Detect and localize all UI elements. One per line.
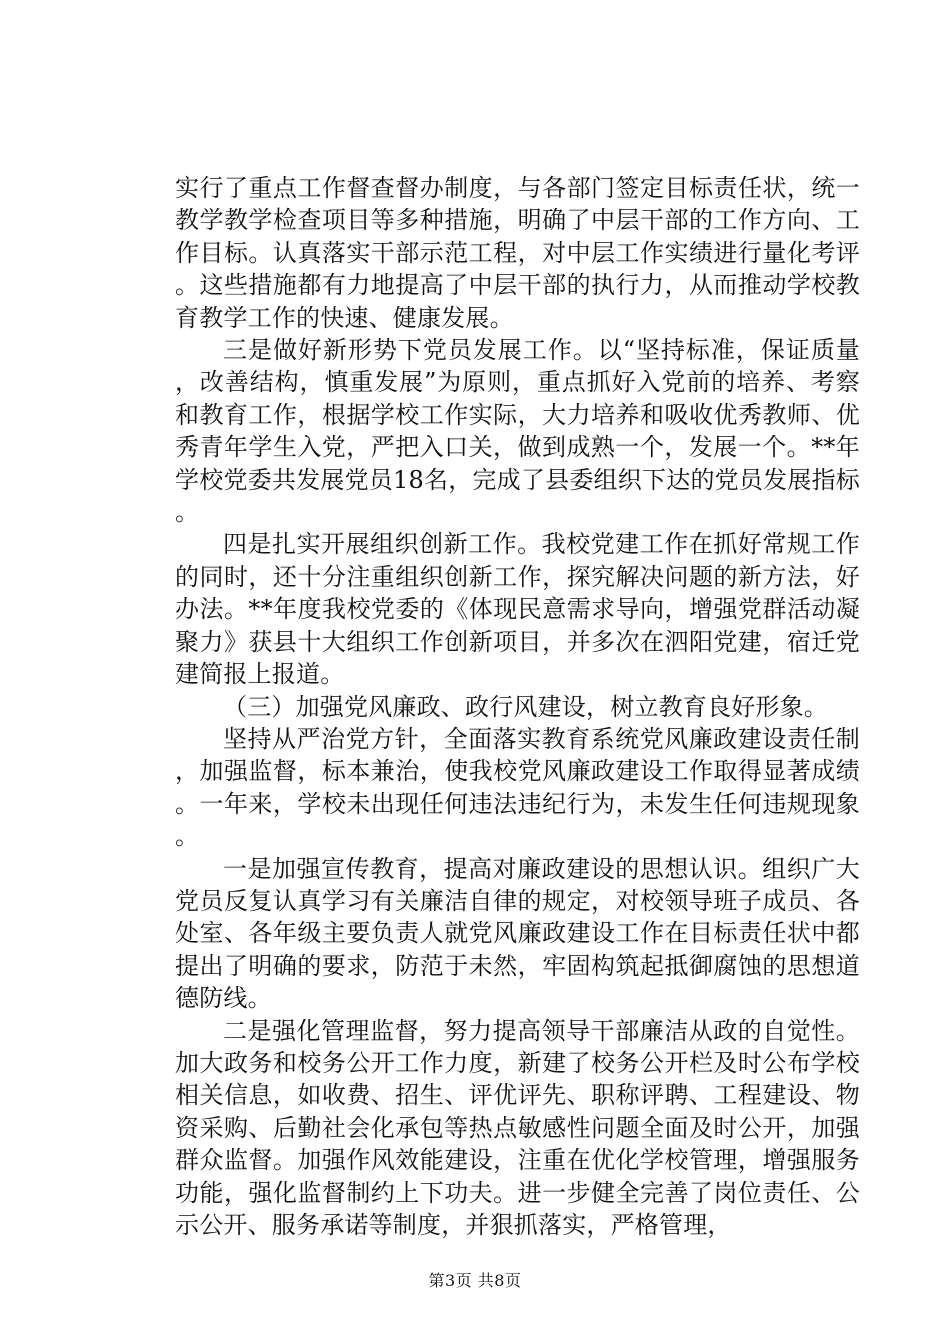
- document-body: [175, 172, 860, 1241]
- paragraph-strict-governance: 坚持从严治党方针，全面落实教育系统党风廉政建设责任制，加强监督，标本兼治，使我校党风廉政建设工作取得显著成绩。一年来，学校未出现任何违法违纪行为，未发生任何违规现象。: [175, 724, 860, 851]
- paragraph-continuation: 实行了重点工作督查督办制度，与各部门签定目标责任状，统一教学教学检查项目等多种措施，明确了中层干部的工作方向、工作目标。认真落实干部示范工程，对中层工作实绩进行量化考评。这些措施都有力地提高了中层干部的执行力，从而推动学校教育教学工作的快速、健康发展。: [175, 174, 860, 332]
- section-heading-3: （三）加强党风廉政、政行风建设，树立教育良好形象。: [223, 692, 828, 721]
- paragraph-organization-innovation: 四是扎实开展组织创新工作。我校党建工作在抓好常规工作的同时，还十分注重组织创新工作，探究解决问题的新方法，好办法。**年度我校党委的《体现民意需求导向，增强党群活动凝聚力》获县十大组织工作创新项目，并多次在泗阳党建，宿迁党建简报上报道。: [175, 530, 860, 689]
- page-number-footer: 第3页 共8页: [428, 1271, 522, 1290]
- paragraph-party-member-development: 三是做好新形势下党员发展工作。以“坚持标准，保证质量，改善结构，慎重发展”为原则，重点抓好入党前的培养、考察和教育工作，根据学校工作实际，大力培养和吸收优秀教师、优秀青年学生入党，严把入口关，做到成熟一个，发展一个。**年学校党委共发展党员18名，完成了县委组织下达的党员发展指标。: [175, 336, 860, 527]
- paragraph-management-supervision: 二是强化管理监督，努力提高领导干部廉洁从政的自觉性。加大政务和校务公开工作力度，新建了校务公开栏及时公布学校相关信息，如收费、招生、评优评先、职称评聘、工程建设、物资采购、后勤社会化承包等热点敏感性问题全面及时公开，加强群众监督。加强作风效能建设，注重在优化学校管理，增强服务功能，强化监督制约上下功夫。进一步健全完善了岗位责任、公示公开、服务承诺等制度，并狠抓落实，严格管理，: [175, 1016, 860, 1239]
- paragraph-publicity-education: 一是加强宣传教育，提高对廉政建设的思想认识。组织广大党员反复认真学习有关廉洁自律的规定，对校领导班子成员、各处室、各年级主要负责人就党风廉政建设工作在目标责任状中都提出了明确的要求，防范于未然，牢固构筑起抵御腐蚀的思想道德防线。: [175, 854, 860, 1013]
